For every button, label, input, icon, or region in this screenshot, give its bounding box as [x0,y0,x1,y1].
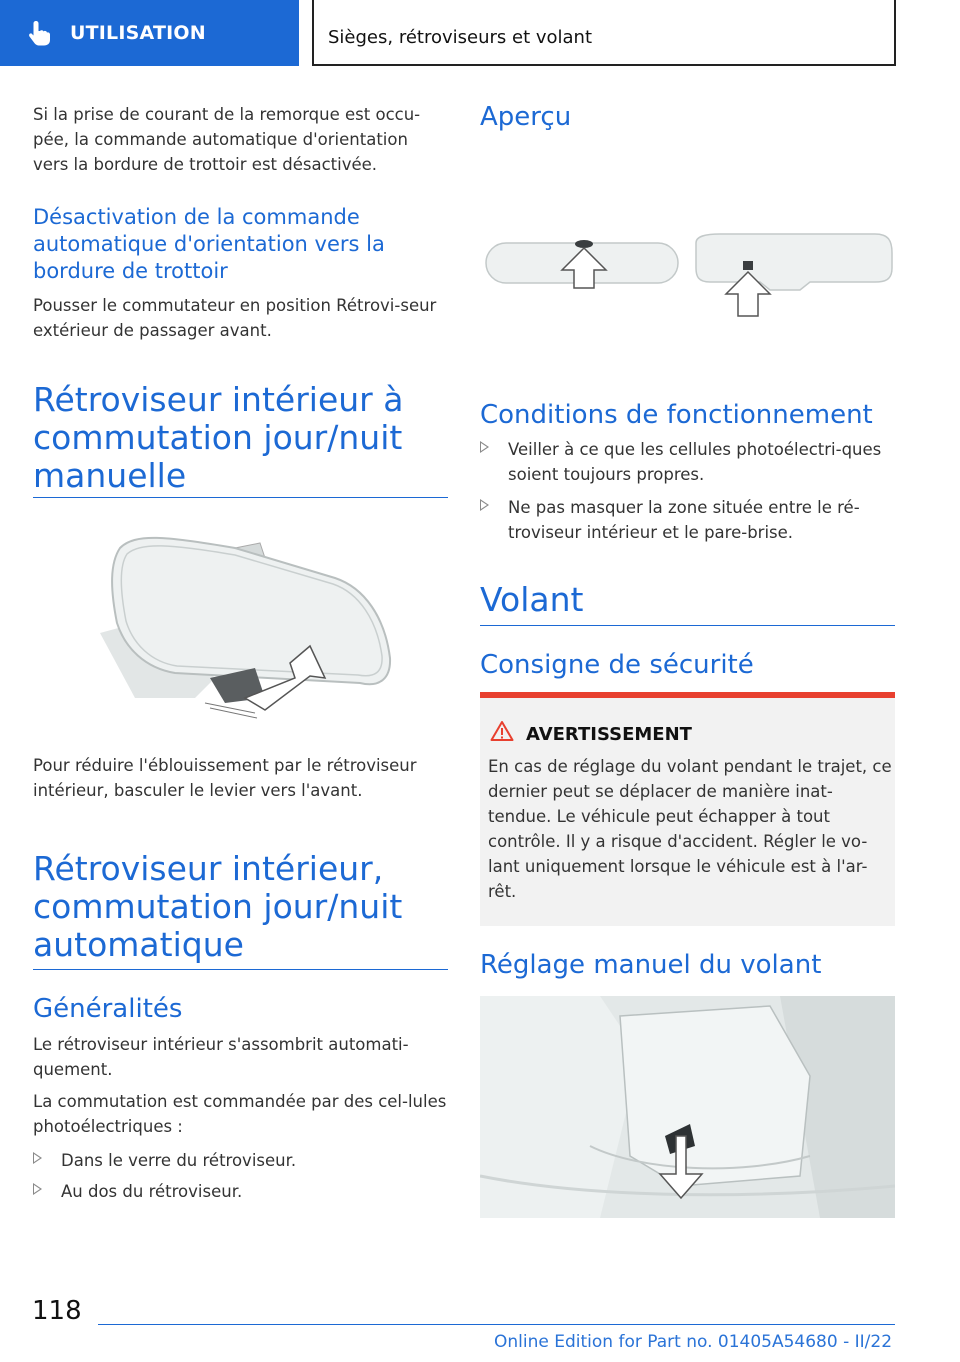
chapter-title: Sièges, rétroviseurs et volant [328,27,593,48]
list-item [33,1148,448,1174]
warning-title: AVERTISSEMENT [526,724,692,745]
conditions-heading: Conditions de fonctionnement [480,400,873,430]
steering-heading: Volant [480,580,584,619]
warning-triangle-icon [490,720,514,746]
warning-text: En cas de réglage du volant pendant le trajet, ce dernier peut se déplacer de manière inat-tendue. Le véhicule peut échapper à tout contrôle. Il y a risque d'accident. Régler le vo-lant uniquement lorsque le véhicule est à l'ar-rêt. [488,757,892,901]
heading-rule [33,497,448,498]
safety-heading: Consigne de sécurité [480,650,754,680]
manual-mirror-image [95,528,395,720]
list-item [480,495,895,547]
list-item-text: Ne pas masquer la zone située entre le ré-troviseur intérieur et le pare-brise. [508,498,860,542]
manual-mirror-heading: Rétroviseur intérieur à commutation jour/nuit manuelle [33,380,404,495]
chapter-title-box [312,0,896,66]
bullet-triangle-icon [33,1183,42,1195]
footer-rule [98,1324,895,1325]
hand-pointer-icon [14,0,64,66]
bullet-triangle-icon [33,1152,42,1164]
list-item [33,1179,448,1205]
heading-rule [33,969,448,970]
intro-paragraph: Si la prise de courant de la remorque est occu-pée, la commande automatique d'orientation vers la bordure de trottoir est désactivée. [33,105,421,174]
deactivation-heading: Désactivation de la commande automatique d'orientation vers la bordure de trottoir [33,205,385,283]
overview-heading: Aperçu [480,102,572,132]
manual-adjust-heading: Réglage manuel du volant [480,950,822,980]
deactivation-text: Pousser le commutateur en position Rétrovi-seur extérieur de passager avant. [33,296,437,340]
list-item [480,437,895,489]
general-heading: Généralités [33,994,183,1024]
section-label: UTILISATION [70,22,206,44]
general-text-2: La commutation est commandée par des cel-lules photoélectriques : [33,1092,447,1136]
edition-text[interactable]: Online Edition for Part no. 01405A54680 - II/22 [494,1332,893,1352]
list-item-text: Au dos du rétroviseur. [61,1182,243,1201]
heading-rule [480,625,895,626]
bullet-triangle-icon [480,441,489,453]
list-item-text: Dans le verre du rétroviseur. [61,1151,297,1170]
bullet-triangle-icon [480,499,489,511]
section-tab[interactable] [0,0,299,66]
auto-mirror-heading: Rétroviseur intérieur, commutation jour/nuit automatique [33,849,403,964]
manual-mirror-text: Pour réduire l'éblouissement par le rétroviseur intérieur, basculer le levier vers l'avant. [33,756,417,800]
steering-column-image [480,996,895,1218]
page-number: 118 [32,1296,82,1326]
list-item-text: Veiller à ce que les cellules photoélectri-ques soient toujours propres. [508,440,882,484]
warning-box [480,692,895,926]
general-text-1: Le rétroviseur intérieur s'assombrit automati-quement. [33,1035,409,1079]
overview-image [480,228,895,320]
